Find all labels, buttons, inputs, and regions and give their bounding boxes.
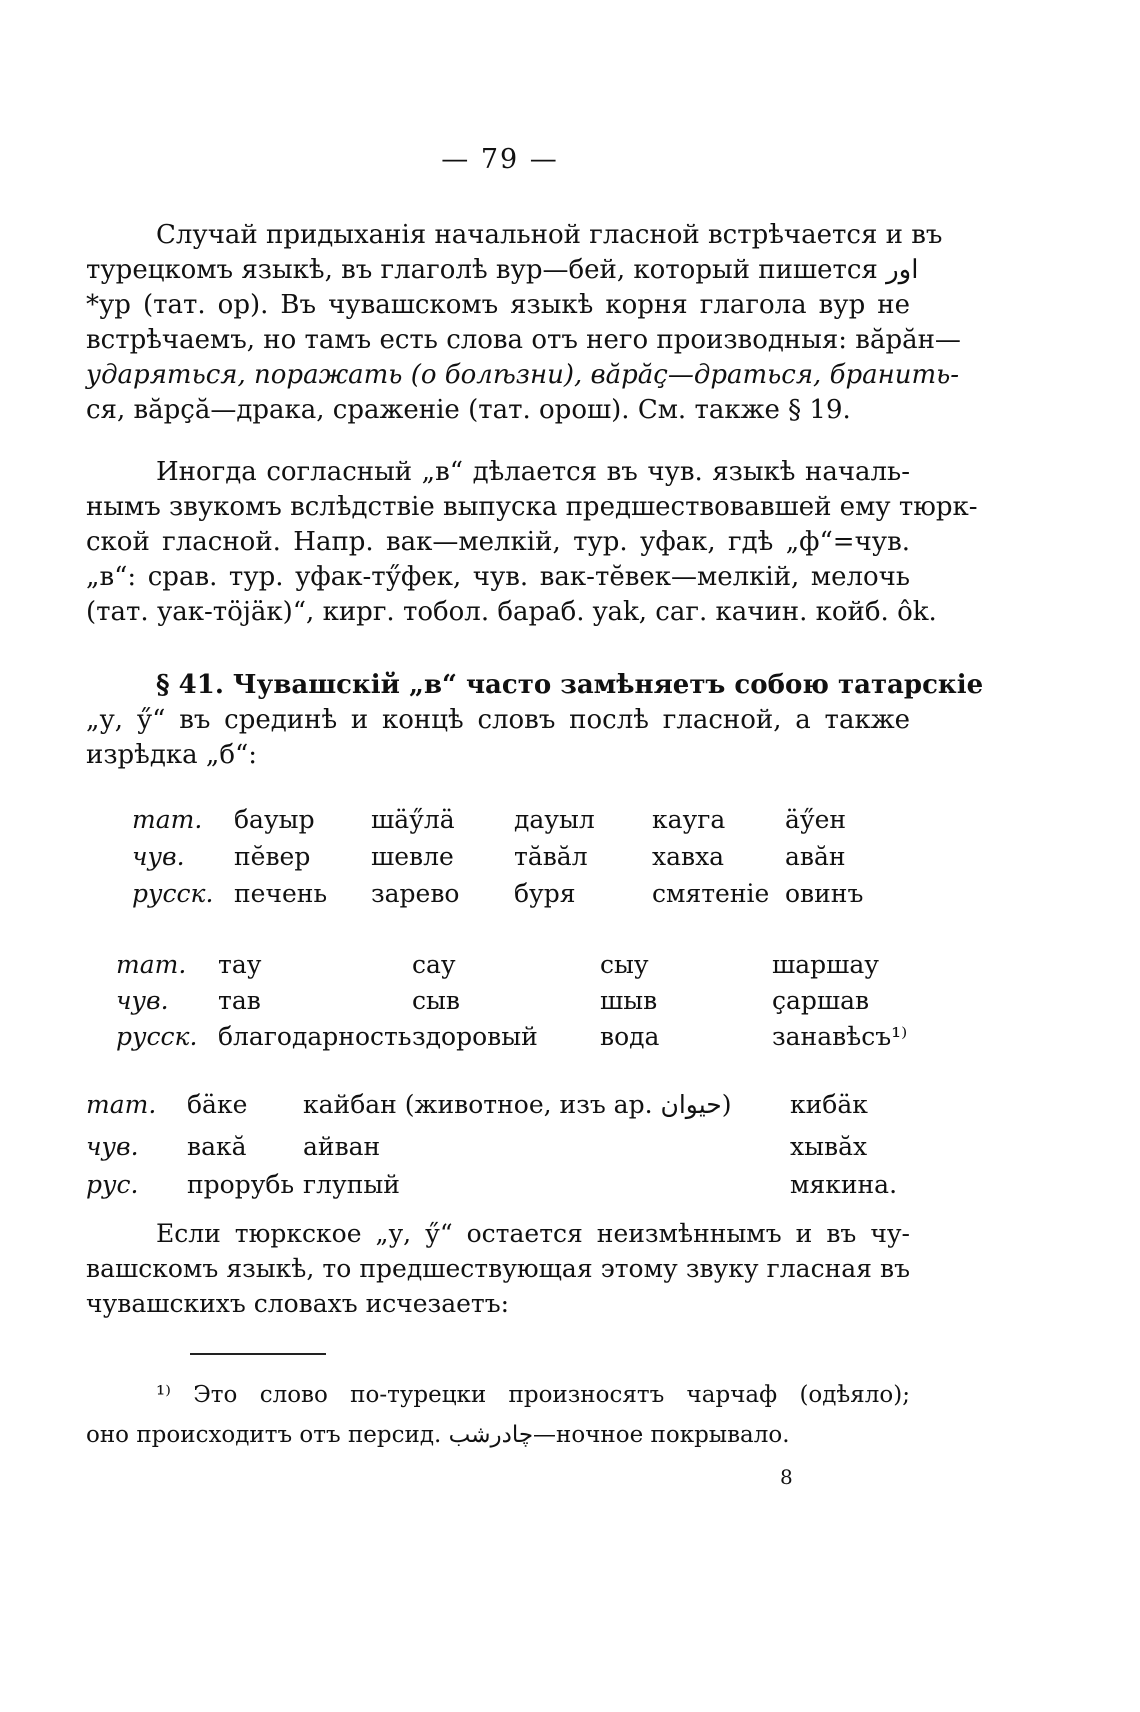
table-cell: бауыр bbox=[234, 805, 315, 834]
table-cell: ҫаршав bbox=[772, 986, 870, 1015]
text-line: встрѣчаемъ, но тамъ есть слова отъ него производныя: вӑрӑн— bbox=[86, 325, 961, 355]
table-cell: занавѣсъ¹⁾ bbox=[772, 1022, 908, 1051]
table-cell: мякина. bbox=[790, 1170, 898, 1199]
text-line: турецкомъ языкѣ, въ глаголѣ вур—бей, который пишется اور bbox=[86, 255, 919, 285]
table-cell: бӓке bbox=[187, 1090, 248, 1119]
table-cell: ӓӳен bbox=[785, 805, 847, 834]
table-cell: сыв bbox=[412, 986, 460, 1015]
table-cell: шӓӳлӓ bbox=[371, 805, 455, 834]
table-cell: кайбан (животное, изъ ар. حيوان) bbox=[303, 1090, 732, 1119]
table-cell: печень bbox=[234, 879, 328, 908]
table-cell: хавха bbox=[652, 842, 725, 871]
table-cell: шаршау bbox=[772, 950, 880, 979]
table-cell: шевле bbox=[371, 842, 454, 871]
section-heading-line: § 41. Чувашскій „в“ часто замѣняетъ собою татарскіе bbox=[156, 670, 984, 700]
language-label: русск. bbox=[132, 879, 214, 908]
table-cell: пӗвер bbox=[234, 842, 311, 871]
language-label: тат. bbox=[116, 950, 187, 979]
table-cell: вода bbox=[600, 1022, 660, 1051]
section-41-paragraph bbox=[86, 668, 984, 773]
text-line: чувашскихъ словахъ исчезаетъ: bbox=[86, 1289, 510, 1318]
text-line: (тат. уак-тӧјӓк)“, кирг. тобол. бараб. yak, саг. качин. койб. ôk. bbox=[86, 597, 937, 627]
text-line: вашскомъ языкѣ, то предшествующая этому звуку гласная въ bbox=[86, 1254, 910, 1283]
paragraph-initial-v bbox=[86, 455, 978, 630]
language-label: рус. bbox=[86, 1170, 139, 1199]
table-cell: сау bbox=[412, 950, 456, 979]
table-cell: буря bbox=[514, 879, 576, 908]
language-label: чув. bbox=[86, 1132, 139, 1161]
text-line: нымъ звукомъ вслѣдствіе выпуска предшествовавшей ему тюрк- bbox=[86, 492, 978, 522]
text-line: Случай придыханія начальной гласной встрѣчается и въ bbox=[156, 220, 943, 250]
table-cell: айван bbox=[303, 1132, 381, 1161]
table-cell: дауыл bbox=[514, 805, 595, 834]
text-line: „у, ӳ“ въ срединѣ и концѣ словъ послѣ гласной, а также bbox=[86, 705, 910, 735]
table-cell: глупый bbox=[303, 1170, 400, 1199]
table-cell: зарево bbox=[371, 879, 460, 908]
text-line: изрѣдка „б“: bbox=[86, 740, 258, 770]
table-cell: тӑвӑл bbox=[514, 842, 588, 871]
footnote-line: ¹⁾ Это слово по-турецки произносятъ чарчаф (одѣяло); bbox=[156, 1382, 910, 1408]
paragraph-unchanged-u bbox=[86, 1216, 910, 1321]
language-label: чув. bbox=[116, 986, 169, 1015]
language-label: тат. bbox=[132, 805, 203, 834]
table-cell: здоровый bbox=[412, 1022, 538, 1051]
text-line: ударяться, поражать (о болѣзни), вӑрӑҫ—драться, бранить- bbox=[86, 360, 960, 390]
table-cell: хывӑх bbox=[790, 1132, 868, 1161]
table-cell: сыу bbox=[600, 950, 649, 979]
table-cell: тау bbox=[218, 950, 262, 979]
table-cell: овинъ bbox=[785, 879, 864, 908]
table-cell: вакӑ bbox=[187, 1132, 247, 1161]
printer-signature-mark: 8 bbox=[780, 1465, 793, 1489]
footnote-divider bbox=[190, 1353, 326, 1355]
table-cell: благодарность bbox=[218, 1022, 412, 1051]
paragraph-aspiration bbox=[86, 218, 961, 428]
page-number: — 79 — bbox=[441, 144, 559, 175]
table-cell: авӑн bbox=[785, 842, 846, 871]
table-cell: тав bbox=[218, 986, 261, 1015]
language-label: русск. bbox=[116, 1022, 198, 1051]
text-line: ся, вӑрҫӑ—драка, сраженіе (тат. орош). См. также § 19. bbox=[86, 395, 851, 425]
text-line: ской гласной. Напр. вак—мелкій, тур. уфак, гдѣ „ф“=чув. bbox=[86, 527, 910, 557]
table-cell: шыв bbox=[600, 986, 658, 1015]
text-line: „в“: срав. тур. уфак-тӳфек, чув. вак-тӗвек—мелкій, мелочь bbox=[86, 562, 910, 592]
footnote bbox=[86, 1375, 910, 1455]
language-label: тат. bbox=[86, 1090, 157, 1119]
table-cell: прорубь bbox=[187, 1170, 295, 1199]
footnote-line: оно происходитъ отъ персид. چادرشب—ночное покрывало. bbox=[86, 1422, 790, 1448]
table-cell: кибӓк bbox=[790, 1090, 868, 1119]
text-line: Иногда согласный „в“ дѣлается въ чув. языкѣ началь- bbox=[156, 457, 910, 487]
text-line: *ур (тат. ор). Въ чувашскомъ языкѣ корня глагола вур не bbox=[86, 290, 910, 320]
table-cell: смятеніе bbox=[652, 879, 770, 908]
language-label: чув. bbox=[132, 842, 185, 871]
table-cell: кауга bbox=[652, 805, 726, 834]
text-line: Если тюркское „у, ӳ“ остается неизмѣннымъ и въ чу- bbox=[156, 1219, 910, 1248]
